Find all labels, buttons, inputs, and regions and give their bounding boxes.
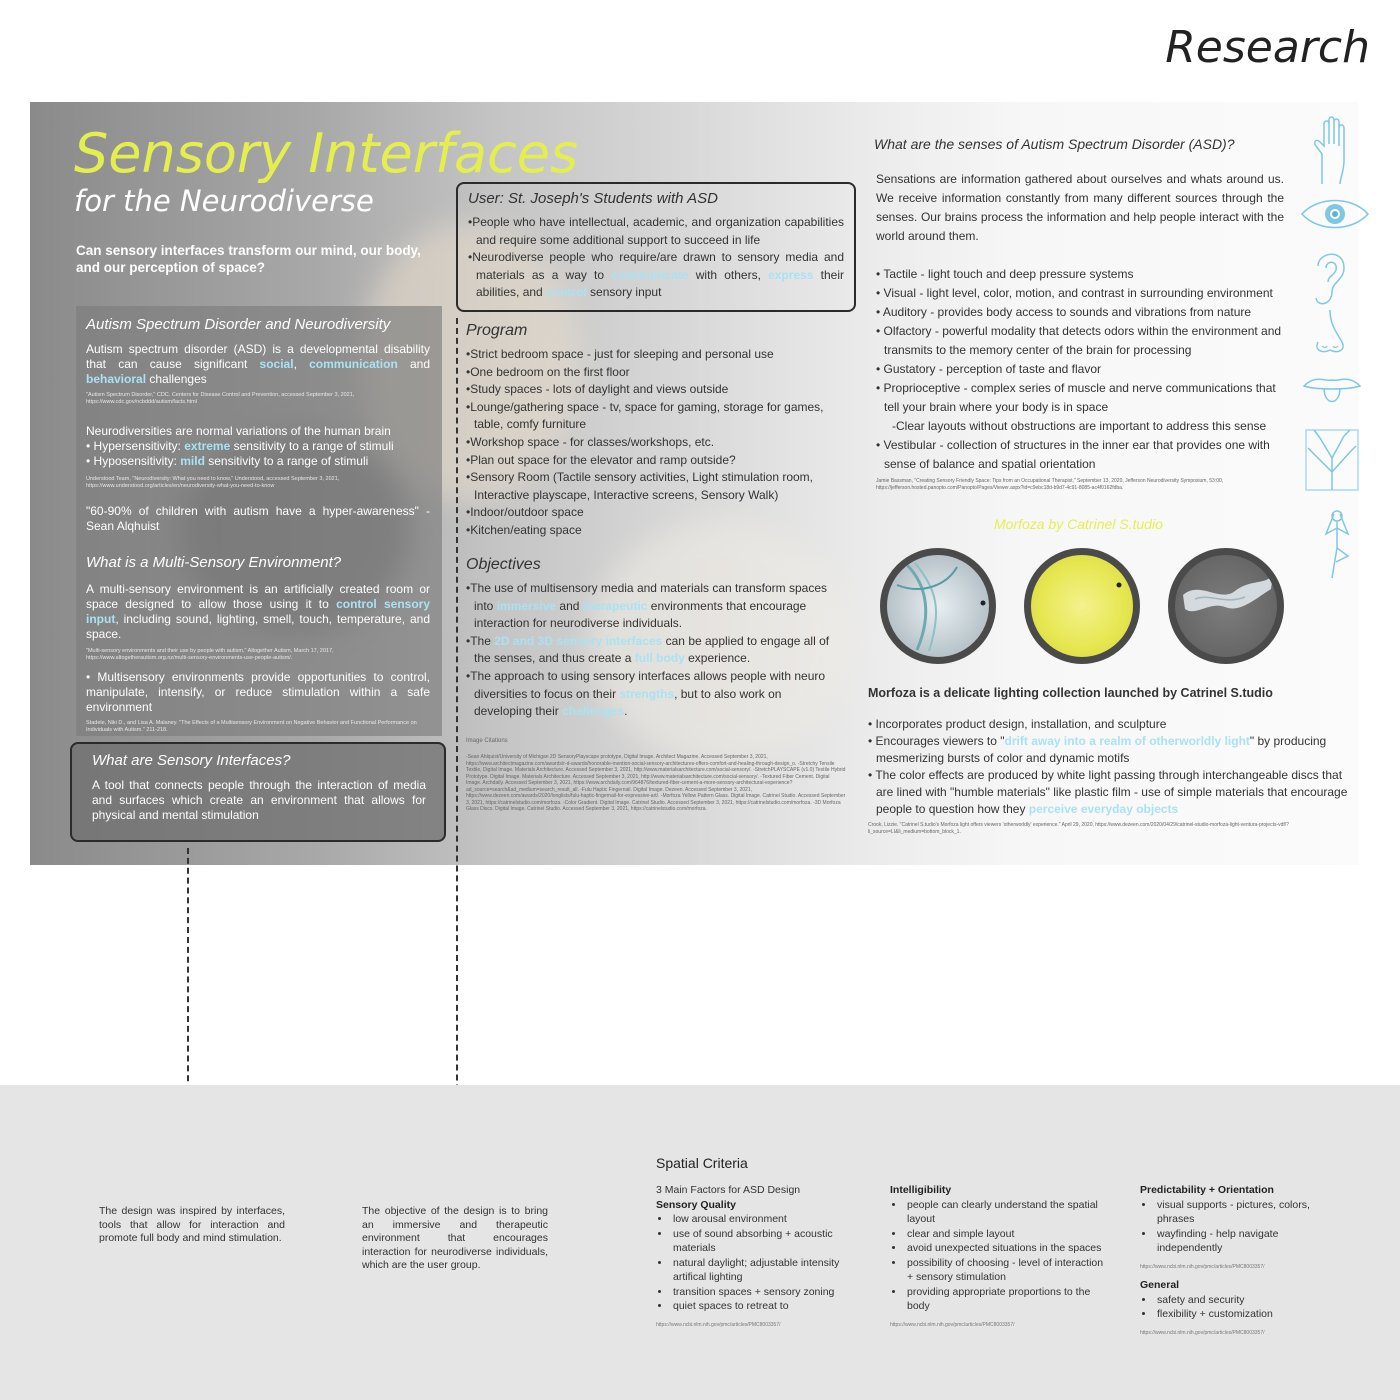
sense-item: • Auditory - provides body access to sounds and vibrations from nature: [876, 305, 1252, 319]
list-item: • safety and security: [1155, 1293, 1340, 1308]
sensory-interfaces-box: [70, 742, 446, 842]
criteria-heading: Sensory Quality: [656, 1198, 736, 1211]
morfoza-caption: Morfoza is a delicate lighting collection launched by Catrinel S.tudio: [868, 686, 1273, 700]
list-item: • clear and simple layout: [905, 1227, 1105, 1242]
list-item: •One bedroom on the first floor: [466, 364, 630, 379]
list-item: •People who have intellectual, academic, and organization capabilities and require some additional support to succeed in life: [468, 215, 844, 247]
objectives-list: [466, 580, 838, 721]
list-item: • natural daylight; adjustable intensity artifical lighting: [671, 1256, 846, 1285]
yoga-pose-icon: [1312, 504, 1362, 582]
sense-item: • Vestibular - collection of structures in the inner ear that provides one with sense of balance and spatial orientation: [876, 438, 1270, 471]
autism-quote: "60-90% of children with autism have a hyper-awareness" - Sean Alqhuist: [86, 504, 430, 533]
user-heading: User: St. Joseph's Students with ASD: [468, 190, 718, 207]
list-item: •Sensory Room (Tactile sensory activities, Light stimulation room, Interactive playscape, Interactive screens, Sensory Walk): [466, 470, 813, 502]
list-item: •Lounge/gathering space - tv, space for gaming, storage for games, table, comfy furniture: [466, 399, 824, 432]
spatial-criteria-title: Spatial Criteria: [656, 1155, 748, 1171]
list-item: • low arousal environment: [671, 1212, 846, 1227]
page-title: Research: [1165, 22, 1370, 73]
ear-icon: [1310, 246, 1350, 310]
list-item: •The 2D and 3D sensory interfaces can be applied to engage all of the senses, and thus create a full body experience.: [466, 633, 830, 666]
list-item: •Study spaces - lots of daylight and views outside: [466, 382, 729, 397]
list-item: • quiet spaces to retreat to: [671, 1299, 846, 1314]
list-item: • providing appropriate proportions to the body: [905, 1285, 1105, 1314]
criteria-heading: Intelligibility: [890, 1184, 952, 1196]
design-note-right: The objective of the design is to bring an immersive and therapeutic environment that encourages interaction for neurodiverse individuals, which are the user group.: [362, 1205, 548, 1271]
connector-line-right: [456, 318, 458, 1190]
list-item: •Workshop space - for classes/workshops, etc.: [466, 434, 715, 449]
sense-item: • Proprioceptive - complex series of muscle and nerve communications that tell your brain where your body is in space: [876, 381, 1276, 414]
program-list: [466, 346, 844, 540]
morfoza-heading: Morfoza by Catrinel S.tudio: [994, 516, 1163, 532]
user-box: [456, 182, 856, 312]
sense-item: • Tactile - light touch and deep pressure systems: [876, 267, 1134, 281]
senses-citation: Jamie Bassman, "Creating Sensory Friendly Space: Tips from an Occupational Therapist," September 13, 2020, Jefferson Neurodiversity Symposium, 53:00, https://jefferson.hosted.panopto.com/Panopto/Pages/Viewer.aspx?id=c9ebc18d-b9d7-4c91-8085-ac4f0162fdba.: [876, 478, 1224, 491]
criteria-source: https://www.ncbi.nlm.nih.gov/pmc/articles/PMC8003357/: [656, 1321, 781, 1328]
hand-icon: [1310, 116, 1354, 186]
morfoza-bullets: • Incorporates product design, installation, and sculpture • Encourages viewers to "drift away into a realm of otherworldly light" by producing mesmerizing bursts of color and dynamic motifs • The color effects are produced by white light passing through interchangeable discs that are lined with "humble materials" like plastic film - use of simple materials that encourage people to question how they perceive everyday objects: [868, 717, 1348, 816]
criteria-heading: Predictability + Orientation: [1140, 1184, 1274, 1196]
mse-bullet: • Multisensory environments provide opportunities to control, manipulate, intensify, or reduce stimulation within a safe environment: [86, 670, 430, 714]
criteria-source: https://www.ncbi.nlm.nih.gov/pmc/articles/PMC8003357/: [1140, 1329, 1265, 1336]
criteria-col-sensory-quality: [656, 1183, 846, 1332]
criteria-source: https://www.ncbi.nlm.nih.gov/pmc/articles/PMC8003357/: [890, 1321, 1015, 1328]
image-citations-text: -Sean Ahlquist/University of Michigan 2D SensoryPlayscape prototype, Digital Image. Architect Magazine. Accessed September 3, 2021, https://www.architectmagazine.com/awards/r-d-awards/honorable-mention-social-sensory-architectures-offers-comfort-and-healing-through-design_o. -Stretchy Tensile Textile, Digital Image. Materials Architecture. Accessed September 3, 2021, http://www.materialsarchitecture.com/social-sensory/. -StretchPLAYSCAPE (v1.0) Textile Hybrid Prototype. Digital Image. Materials Architecture. Accessed September 3, 2021, http://www.materialsarchitecture.com/social-sensory/. -Textured Fiber Cement. Digital Image. Archdaily. Accessed September 3, 2021, https://www.archdaily.com/964876/textured-fiber-cement-a-more-sensory-architectural-experience?ad_source=search&ad_medium=search_result_all. -Fulu Haptic Fingernail. Digital Image. Dezeen. Accessed September 3, 2021, https://www.dezeen.com/awards/2020/longlists/fulu-haptic-fingernail-for-expressive-art/. -Morfoza Yellow Pattern Glass. Digital Image. Catrinel Studio. Accessed September 3, 2021, https://catrinelstudio.com/morfoza. -Color Gradient. Digital Image. Catrinel Studio. Accessed September 3, 2021, https://catrinelstudio.com/morfoza. -3D Morfoza Glass Discs. Digital Image. Catrinel Studio. Accessed September 3, 2021, https://catrinelstudio.com/morfoza.: [466, 754, 846, 812]
list-item: • flexibility + customization: [1155, 1307, 1340, 1322]
criteria-col-predictability: [1140, 1183, 1340, 1340]
list-item: • possibility of choosing - level of interaction + sensory stimulation: [905, 1256, 1105, 1285]
mouth-icon: [1302, 372, 1362, 412]
senses-intro: Sensations are information gathered about ourselves and whats around us. We receive information constantly from many different sources through the senses. Our brains process the information and help people interact with the world around them.: [876, 172, 1284, 243]
asd-citation: "Autism Spectrum Disorder," CDC. Centers for Disease Control and Prevention, accessed September 3, 2021, https://www.cdc.gov/ncbddd/autism/facts.html: [86, 392, 355, 405]
morfoza-citation: Crook, Lizzie. "Catrinel S.tudio's Morfoza light offers viewers 'otherworldly' experience." April 29, 2020, https://www.dezeen.com/2020/04/29/catrinel-studio-morfoza-light-ventura-projects-vdf/?li_source=LI&li_medium=bottom_block_1.: [868, 822, 1289, 835]
mse-paragraph: A multi-sensory environment is an artificially created room or space designed to allow those using it to control sensory input, including sound, lighting, smell, touch, temperature, and space.: [86, 582, 430, 641]
design-note-left: The design was inspired by interfaces, tools that allow for interaction and promote full body and mind stimulation.: [99, 1205, 285, 1244]
list-item: •The approach to using sensory interfaces allows people with neuro diversities to focus on their strengths, but to also work on developing their challenges.: [466, 668, 826, 719]
criteria-source: https://www.ncbi.nlm.nih.gov/pmc/articles/PMC8003357/: [1140, 1263, 1265, 1270]
list-item: •The use of multisensory media and materials can transform spaces into immersive and therapeutic environments that encourage interaction for neurodiverse individuals.: [466, 581, 828, 631]
poster-subtitle: for the Neurodiverse: [74, 184, 374, 218]
morfoza-disc-2: [1024, 548, 1140, 664]
list-item: • visual supports - pictures, colors, phrases: [1155, 1198, 1340, 1227]
sense-item: -Clear layouts without obstructions are important to address this sense: [892, 419, 1267, 433]
list-item: •Kitchen/eating space: [466, 522, 582, 537]
sensory-interfaces-heading: What are Sensory Interfaces?: [92, 752, 291, 769]
neurodiversity-citation: Understood Team, "Neurodiversity: What you need to know," Understood, accessed September 3, 2021, https://www.understood.org/articles/en/neurodiversity-what-you-need-to-know: [86, 476, 340, 489]
mse-citation: "Multi-sensory environments and their use by people with autism," Altogether Autism, March 17, 2017, https://www.altogetherautism.org.nz/multi-sensory-environments-use-people-autism/.: [86, 648, 334, 661]
sensory-interfaces-text: A tool that connects people through the interaction of media and surfaces which create an environment that allows for physical and mental stimulation: [92, 778, 426, 822]
list-item: • avoid unexpected situations in the spaces: [905, 1241, 1105, 1256]
asd-paragraph: Autism spectrum disorder (ASD) is a developmental disability that can cause significant social, communication and behavioral challenges: [86, 342, 430, 386]
bottom-band: [0, 1085, 1400, 1400]
senses-list: [876, 265, 1284, 474]
list-item: • wayfinding - help navigate independently: [1155, 1227, 1340, 1256]
criteria-heading-general: General: [1140, 1279, 1180, 1291]
left-info-panel: [76, 306, 442, 736]
list-item: •Indoor/outdoor space: [466, 505, 584, 520]
list-item: •Neurodiverse people who require/are drawn to sensory media and materials as a way to communicate with others, express their abilities, and control sensory input: [468, 250, 844, 300]
sense-item: • Gustatory - perception of taste and flavor: [876, 362, 1101, 376]
morfoza-disc-3: [1168, 548, 1284, 664]
user-list: [468, 214, 844, 302]
list-item: •Strict bedroom space - just for sleeping and personal use: [466, 347, 774, 361]
sense-item: • Visual - light level, color, motion, and contrast in surrounding environment: [876, 286, 1273, 300]
poster-title: Sensory Interfaces: [74, 122, 579, 185]
nerves-icon: [1304, 428, 1360, 492]
neurodiversity-paragraph: Neurodiversities are normal variations of the human brain • Hypersensitivity: extreme sensitivity to a range of stimuli • Hyposensitivity: mild sensitivity to a range of stimuli: [86, 424, 394, 468]
criteria-intro: 3 Main Factors for ASD Design: [656, 1184, 801, 1196]
mse-heading: What is a Multi-Sensory Environment?: [86, 554, 342, 571]
senses-heading: What are the senses of Autism Spectrum Disorder (ASD)?: [874, 136, 1235, 152]
sense-item: • Olfactory - powerful modality that detects odors within the environment and transmits to the memory center of the brain for processing: [876, 324, 1282, 357]
criteria-col-intelligibility: [890, 1183, 1105, 1332]
research-poster: [30, 102, 1358, 865]
nose-icon: [1308, 308, 1352, 356]
program-heading: Program: [466, 322, 528, 339]
list-item: • people can clearly understand the spatial layout: [905, 1198, 1105, 1227]
mse-citation-2: Stadele, Niki D., and Lisa A. Malaney. "The Effects of a Multisensory Environment on Negative Behavior and Functional Performance on Individuals with Autism." 211-218.: [86, 720, 417, 733]
eye-icon: [1300, 196, 1370, 232]
morfoza-disc-1: [880, 548, 996, 664]
asd-heading: Autism Spectrum Disorder and Neurodiversity: [86, 316, 391, 333]
image-citations-heading: Image Citations: [466, 738, 508, 744]
list-item: •Plan out space for the elevator and ramp outside?: [466, 452, 736, 467]
objectives-heading: Objectives: [466, 556, 541, 573]
list-item: • use of sound absorbing + acoustic materials: [671, 1227, 846, 1256]
poster-question: Can sensory interfaces transform our mind, our body, and our perception of space?: [76, 243, 421, 275]
list-item: • transition spaces + sensory zoning: [671, 1285, 846, 1300]
